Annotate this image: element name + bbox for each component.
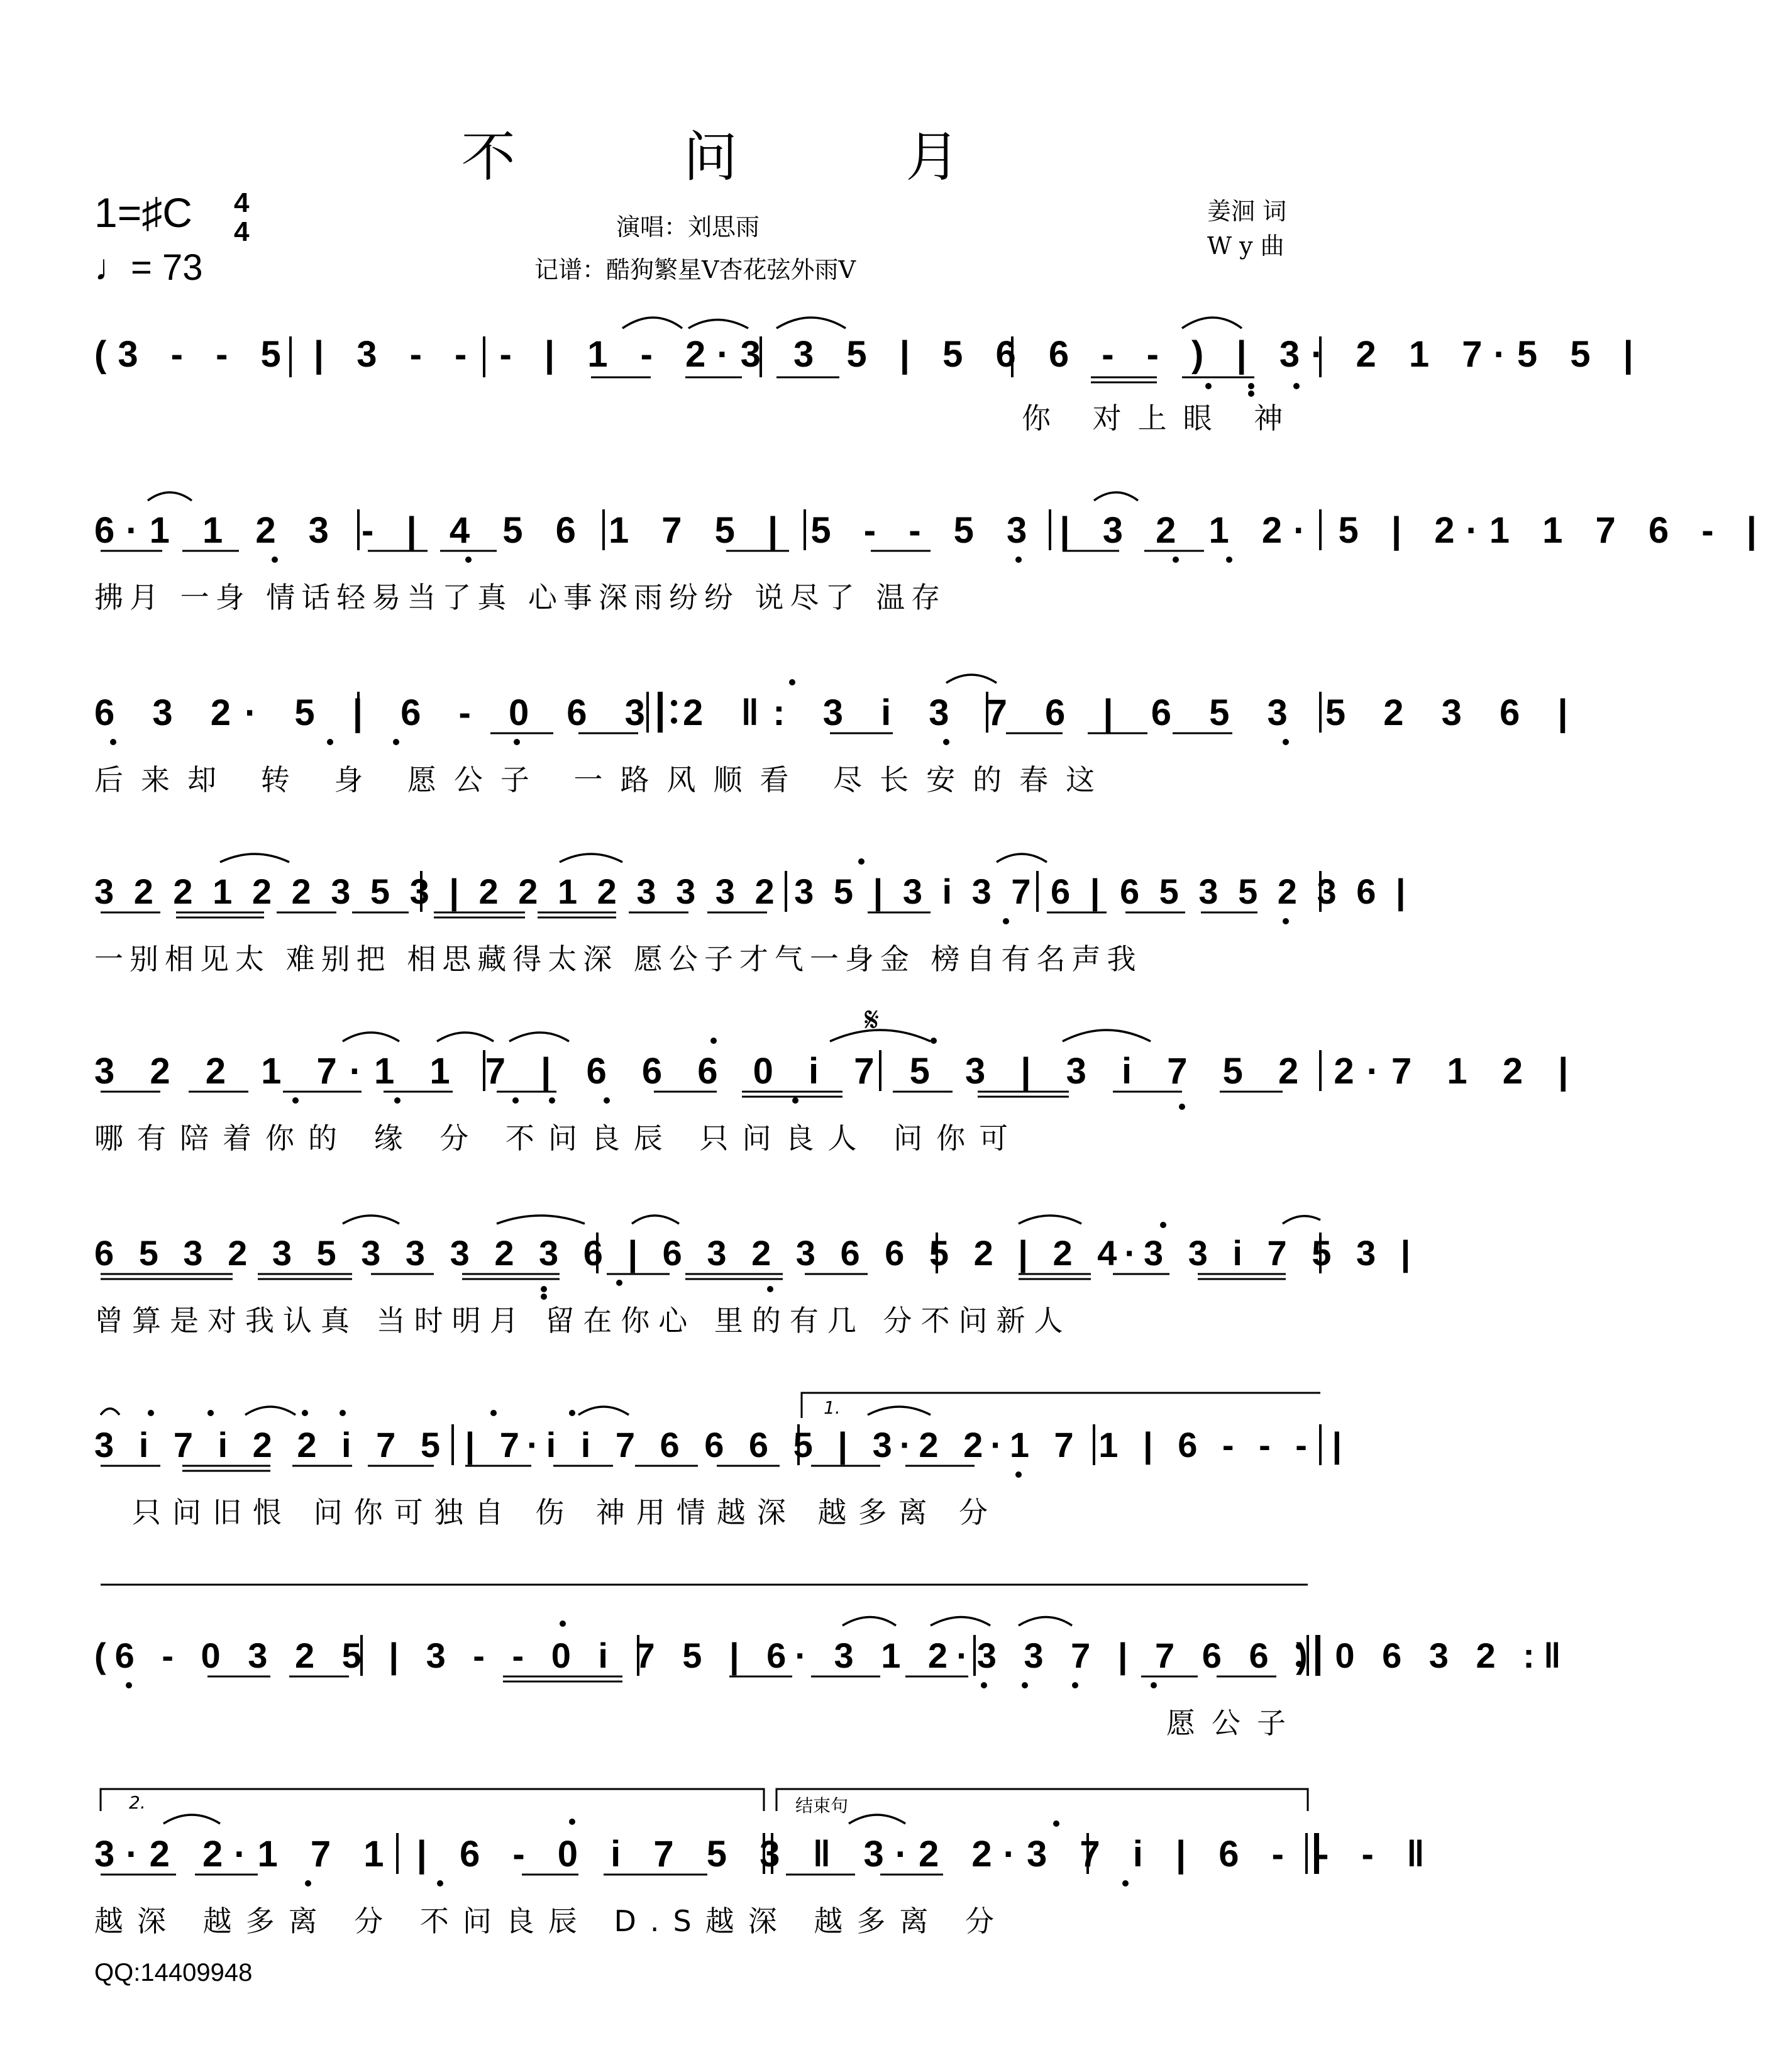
notes-row-1: (3 - - 5 | 3 - - - | 1 - 2·3 3 5 | 5 6 6 - - ) | 3· 2 1 7·5 5 | [94, 334, 1645, 375]
segno-icon: 𝄋 [865, 1000, 880, 1039]
composer-credit: W y 曲 [1207, 232, 1285, 260]
lyricist-credit: 姜洄 词 [1207, 197, 1287, 225]
lyrics-row-2: 拂月 一身 情话轻易当了真 心事深雨纷纷 说尽了 温存 [94, 580, 947, 614]
notes-row-9: 3·2 2·1 7 1 | 6 - 0 i 7 5 3 ‖ 3·2 2·3 7 i | 6 - - - ‖ [94, 1834, 1436, 1875]
time-signature-top: 4 [234, 187, 250, 218]
lyrics-row-1: 你 对上眼 神 [1022, 401, 1300, 435]
volta-1-label: 1. [824, 1397, 841, 1418]
notes-row-5: 3 2 2 1 7·1 1 7 | 6 6 6 0 i 7 5 3 | 3 i 7 5 2 2·7 1 2 | [94, 1051, 1581, 1092]
volta-2-label: 2. [129, 1792, 146, 1813]
lyrics-row-7: 只问旧恨 问你可独自 伤 神用情越深 越多离 分 [132, 1495, 1000, 1529]
lyrics-row-4: 一别相见太 难别把 相思藏得太深 愿公子才气一身金 榜自有名声我 [94, 942, 1142, 976]
lyrics-row-8: 愿公子 [1166, 1706, 1302, 1740]
song-title: 不 问 月 [461, 126, 1036, 189]
notes-row-8: (6 - 0 3 2 5 | 3 - - 0 i 7 5 | 6· 3 1 2·3 3 7 | 7 6 6 ) 0 6 3 2 :‖ [94, 1636, 1570, 1675]
notes-row-4: 3 2 2 1 2 2 3 5 3 | 2 2 1 2 3 3 3 2 3 5 | 3 i 3 7 6 | 6 5 3 5 2 3 6 | [94, 872, 1411, 911]
lyrics-row-9: 越深 越多离 分 不问良辰 D.S越深 越多离 分 [94, 1904, 1008, 1938]
qq-contact: QQ:14409948 [94, 1959, 253, 1986]
lyrics-row-5: 哪有陪着你的 缘 分 不问良辰 只问良人 问你可 [94, 1121, 1022, 1155]
notes-row-2: 6·1 1 2 3 - | 4 5 6 1 7 5 | 5 - - 5 3 | 3 2 1 2· 5 | 2·1 1 7 6 - | [94, 510, 1768, 551]
tempo-marking: ♩= 73 [94, 247, 203, 288]
ending-label: 结束句 [795, 1795, 849, 1816]
notes-row-6: 6 5 3 2 3 5 3 3 3 2 3 6 | 6 3 2 3 6 6 5 2 | 2 4·3 3 i 7 5 3 | [94, 1233, 1418, 1273]
transcriber-credit: 记谱：酷狗繁星V杏花弦外雨V [534, 256, 856, 284]
time-signature-bottom: 4 [234, 216, 250, 247]
singer-credit: 演唱：刘思雨 [616, 213, 760, 241]
notes-row-3: 6 3 2· 5 | 6 - 0 6 3 2 ‖: 3 i 3 7 6 | 6 5 3 5 2 3 6 | [94, 692, 1582, 733]
lyrics-row-3: 后来却 转 身 愿公子 一路风顺看 尽长安的春这 [94, 763, 1113, 797]
key-signature: 1=♯C [94, 189, 192, 236]
notes-row-7: 3 i 7 i 2 2 i 7 5 | 7·i i 7 6 6 6 5 | 3·2 2·1 7 1 | 6 - - - | [94, 1425, 1350, 1465]
lyrics-row-6: 曾算是对我认真 当时明月 留在你心 里的有几 分不问新人 [94, 1304, 1072, 1338]
